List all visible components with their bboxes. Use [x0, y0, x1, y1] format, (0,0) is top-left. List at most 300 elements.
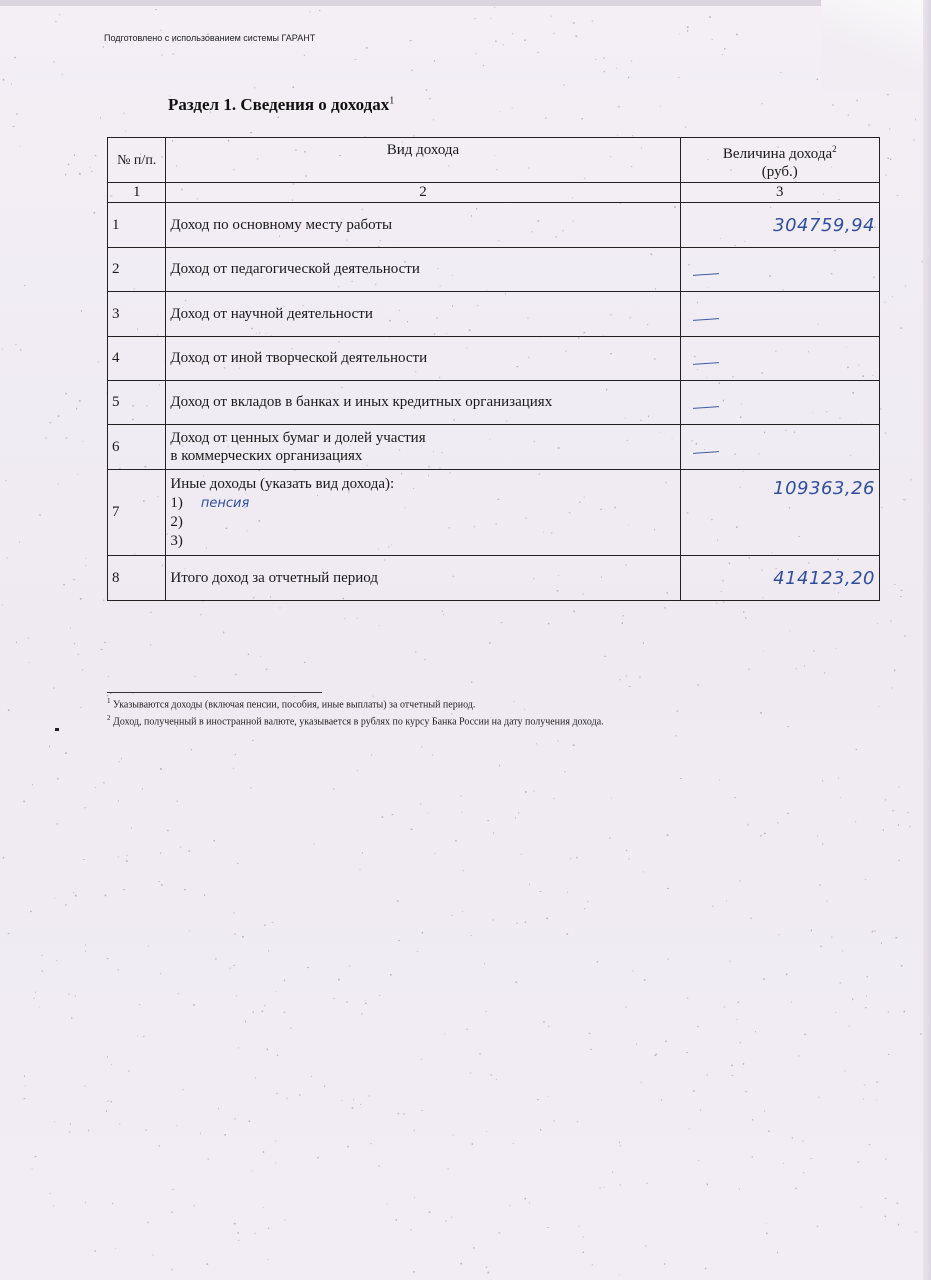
- scan-speck: [604, 656, 606, 657]
- scan-speck: [738, 1002, 739, 1003]
- table-index-row: [108, 183, 880, 203]
- scan-speck: [636, 1044, 637, 1045]
- scan-speck: [68, 994, 69, 995]
- scan-speck: [540, 891, 542, 892]
- scan-speck: [660, 106, 661, 107]
- scan-speck: [86, 558, 87, 559]
- scan-speck: [543, 1021, 544, 1023]
- scan-speck: [111, 1064, 112, 1065]
- scan-speck: [518, 812, 519, 813]
- scan-speck: [65, 393, 67, 395]
- scan-speck: [616, 68, 617, 69]
- scan-speck: [444, 1034, 445, 1035]
- scan-speck: [426, 89, 427, 90]
- scan-speck: [626, 850, 627, 851]
- scan-speck: [857, 100, 858, 102]
- scan-speck: [34, 998, 35, 999]
- scan-speck: [397, 900, 398, 902]
- scan-speck: [275, 1163, 276, 1164]
- table-row: [108, 381, 880, 425]
- scan-speck: [625, 1007, 626, 1008]
- scan-speck: [103, 600, 105, 601]
- scan-speck: [53, 688, 55, 689]
- scan-speck: [852, 998, 853, 1000]
- income-table: [107, 137, 880, 601]
- index-cell: 3: [680, 183, 879, 203]
- scan-speck: [876, 1100, 877, 1101]
- scan-speck: [236, 996, 238, 997]
- scan-speck: [899, 787, 900, 789]
- scan-speck: [80, 598, 82, 600]
- handwritten-dash: [693, 451, 719, 454]
- scan-speck: [255, 1233, 256, 1234]
- scan-speck: [881, 408, 882, 410]
- scan-speck: [264, 925, 266, 926]
- scan-speck: [811, 930, 812, 932]
- scan-speck: [6, 558, 8, 559]
- scan-speck: [897, 1203, 899, 1204]
- other-item-handwritten: пенсия: [200, 495, 250, 511]
- scan-speck: [914, 139, 915, 141]
- scan-speck: [100, 117, 101, 119]
- scan-speck: [98, 362, 100, 363]
- scan-speck: [279, 608, 280, 609]
- scan-speck: [160, 853, 161, 854]
- footnote-rule: [107, 692, 322, 693]
- scan-speck: [449, 2, 451, 3]
- scan-speck: [14, 57, 16, 58]
- scan-speck: [55, 21, 57, 22]
- scan-speck: [238, 1047, 239, 1048]
- section-title-footnote-mark: 1: [389, 95, 395, 107]
- scan-speck: [284, 1220, 286, 1221]
- scan-speck: [263, 1151, 264, 1153]
- scan-speck: [707, 1184, 708, 1186]
- scan-speck: [817, 835, 818, 836]
- scan-speck: [233, 913, 235, 914]
- scan-speck: [191, 749, 192, 750]
- scan-speck: [234, 1223, 236, 1225]
- scan-speck: [91, 171, 92, 172]
- scan-speck: [19, 542, 20, 543]
- row-value-dash: [680, 381, 879, 425]
- scan-speck: [95, 155, 97, 156]
- scan-speck: [766, 1233, 768, 1235]
- scan-speck: [245, 1021, 246, 1023]
- scan-speck: [379, 625, 380, 626]
- scan-speck: [911, 479, 912, 481]
- handwritten-dash: [693, 273, 719, 276]
- scan-speck: [524, 709, 525, 710]
- scan-speck: [466, 1029, 468, 1030]
- scan-speck: [901, 327, 902, 329]
- scan-speck: [579, 1226, 580, 1227]
- scan-speck: [50, 1193, 51, 1194]
- scan-speck: [85, 807, 86, 808]
- scan-speck: [746, 1091, 747, 1092]
- scan-speck: [724, 1007, 726, 1008]
- scan-speck: [68, 164, 69, 165]
- scan-speck: [235, 934, 236, 936]
- scan-speck: [576, 857, 577, 859]
- scan-speck: [237, 863, 238, 864]
- scan-speck: [513, 701, 514, 702]
- scan-speck: [885, 1158, 886, 1159]
- scan-speck: [171, 1212, 173, 1213]
- scan-speck: [159, 1145, 160, 1147]
- scan-speck: [581, 118, 583, 119]
- scan-speck: [827, 901, 828, 903]
- scan-speck: [63, 584, 65, 585]
- scan-speck: [486, 1267, 487, 1268]
- scan-speck: [618, 106, 619, 108]
- scan-speck: [629, 858, 630, 860]
- scan-speck: [611, 798, 612, 799]
- scan-speck: [883, 829, 884, 830]
- scan-speck: [483, 65, 484, 66]
- scan-speck: [750, 918, 751, 919]
- scan-speck: [677, 711, 679, 712]
- scan-speck: [779, 934, 780, 935]
- scan-speck: [685, 127, 686, 128]
- scan-speck: [333, 789, 335, 790]
- scan-speck: [716, 603, 718, 604]
- scan-speck: [881, 942, 882, 944]
- scan-speck: [629, 686, 631, 687]
- scan-speck: [499, 111, 500, 112]
- scan-speck: [49, 746, 50, 748]
- scan-speck: [267, 1259, 268, 1260]
- section-title-text: Раздел 1. Сведения о доходах: [168, 95, 390, 114]
- scan-speck: [118, 800, 119, 801]
- scan-speck: [524, 1198, 526, 1200]
- scan-speck: [291, 1028, 292, 1030]
- row-value-handwritten: 109363,26: [680, 470, 879, 556]
- scan-speck: [260, 656, 261, 657]
- scan-speck: [448, 1168, 449, 1169]
- scan-speck: [155, 9, 157, 10]
- scan-speck: [787, 813, 789, 814]
- scan-speck: [819, 885, 820, 886]
- scan-speck: [595, 59, 597, 60]
- scan-speck: [95, 787, 96, 788]
- header-amount-footnote-mark: 2: [832, 143, 837, 154]
- scan-speck: [861, 1207, 862, 1208]
- scan-speck: [178, 993, 179, 994]
- scan-speck: [554, 1120, 555, 1121]
- scan-speck: [277, 117, 278, 118]
- scan-speck: [54, 4, 55, 5]
- scan-speck: [435, 853, 436, 854]
- scan-speck: [577, 1121, 578, 1122]
- scan-speck: [452, 915, 453, 916]
- scan-speck: [313, 844, 314, 845]
- scan-speck: [768, 1130, 770, 1132]
- scan-speck: [24, 1098, 26, 1099]
- scan-speck: [338, 979, 340, 981]
- scan-speck: [494, 7, 496, 8]
- table-row: [108, 203, 880, 248]
- scan-speck: [879, 706, 880, 707]
- scan-speck: [888, 1054, 889, 1055]
- scan-speck: [11, 83, 12, 84]
- table-row: [108, 248, 880, 292]
- scan-speck: [284, 1012, 286, 1013]
- scan-speck: [495, 40, 496, 42]
- scan-speck: [489, 642, 490, 644]
- scan-speck: [486, 1131, 487, 1132]
- scan-speck: [869, 1144, 870, 1145]
- table-row: [108, 425, 880, 470]
- scan-speck: [13, 126, 15, 127]
- scan-speck: [858, 1162, 859, 1163]
- scan-speck: [275, 991, 276, 992]
- scan-speck: [317, 1157, 319, 1159]
- scan-speck: [153, 1254, 154, 1255]
- scan-speck: [487, 820, 489, 821]
- scan-speck: [885, 1198, 886, 1199]
- scan-speck: [587, 901, 588, 902]
- scan-speck: [235, 674, 236, 675]
- scan-speck: [503, 44, 504, 45]
- scan-speck: [410, 1230, 412, 1231]
- scan-speck: [485, 1011, 486, 1012]
- scan-speck: [29, 662, 30, 663]
- scan-speck: [667, 834, 669, 836]
- scan-speck: [250, 787, 251, 788]
- scan-speck: [678, 77, 680, 78]
- footnote-2: [107, 714, 604, 727]
- scan-speck: [208, 1159, 210, 1160]
- scan-speck: [362, 852, 363, 854]
- scan-speck: [903, 499, 905, 500]
- header-amount-unit: (руб.): [761, 163, 798, 180]
- scan-speck: [253, 1011, 254, 1013]
- scan-speck: [3, 857, 4, 859]
- scan-speck: [131, 827, 132, 828]
- footnote-2-mark: 2: [107, 714, 111, 722]
- scan-speck: [705, 1268, 707, 1270]
- scan-speck: [679, 34, 680, 35]
- scan-speck: [90, 167, 91, 168]
- scan-speck: [563, 85, 565, 86]
- scan-speck: [761, 103, 763, 104]
- scan-speck: [59, 14, 60, 15]
- scan-speck: [712, 906, 713, 907]
- scan-speck: [547, 1096, 548, 1097]
- scan-speck: [8, 933, 10, 934]
- scan-speck: [78, 474, 79, 475]
- scan-speck: [822, 843, 823, 844]
- scan-speck: [54, 1121, 55, 1122]
- scan-speck: [403, 1114, 405, 1115]
- scan-speck: [8, 709, 10, 711]
- scan-speck: [421, 1059, 422, 1060]
- scan-speck: [387, 1204, 388, 1205]
- row-label: [166, 470, 680, 556]
- scan-speck: [276, 1093, 277, 1094]
- scan-speck: [566, 933, 568, 935]
- scan-speck: [233, 768, 234, 769]
- scan-speck: [803, 1172, 804, 1173]
- scan-speck: [111, 1101, 112, 1103]
- scan-speck: [835, 1012, 836, 1013]
- scan-speck: [904, 636, 906, 637]
- scan-speck: [831, 937, 832, 938]
- scan-speck: [920, 1033, 921, 1035]
- scan-speck: [242, 936, 244, 938]
- scan-speck: [545, 118, 546, 119]
- scan-speck: [499, 765, 500, 767]
- scan-speck: [398, 1113, 400, 1114]
- scan-speck: [80, 707, 81, 708]
- scan-speck: [603, 58, 605, 59]
- scan-speck: [764, 1110, 765, 1111]
- scan-speck: [719, 780, 720, 781]
- scan-speck: [254, 87, 255, 89]
- scan-speck: [304, 662, 306, 663]
- scan-speck: [885, 1216, 886, 1217]
- other-item: 2): [170, 513, 183, 530]
- scan-speck: [41, 955, 43, 956]
- scan-speck: [612, 1172, 613, 1173]
- scan-speck: [664, 607, 666, 608]
- scan-speck: [139, 1004, 141, 1005]
- scan-speck: [892, 810, 893, 812]
- scan-speck: [892, 296, 893, 297]
- row-num: 1: [108, 203, 166, 248]
- scan-speck: [123, 113, 124, 114]
- row-label: Доход от иной творческой деятельности: [166, 337, 680, 381]
- scan-speck: [2, 349, 3, 350]
- scan-speck: [39, 1007, 40, 1008]
- scan-speck: [680, 778, 682, 779]
- scan-speck: [864, 1085, 866, 1086]
- scan-speck: [107, 958, 109, 959]
- scan-speck: [732, 1075, 733, 1076]
- scan-speck: [583, 1236, 584, 1237]
- scan-speck: [54, 898, 55, 899]
- scan-speck: [537, 52, 539, 53]
- scan-speck: [777, 822, 778, 823]
- scan-speck: [849, 1026, 850, 1027]
- scan-speck: [392, 814, 394, 815]
- scan-speck: [35, 1156, 37, 1157]
- scan-speck: [125, 131, 126, 132]
- scan-speck: [200, 614, 201, 616]
- scan-speck: [484, 963, 485, 964]
- scan-speck: [570, 858, 571, 859]
- scan-speck: [25, 1086, 26, 1087]
- scan-speck: [255, 1078, 256, 1079]
- scan-speck: [496, 1079, 497, 1080]
- scan-speck: [796, 668, 797, 669]
- scan-speck: [193, 1004, 195, 1006]
- scan-speck: [667, 888, 669, 889]
- scan-speck: [460, 1263, 462, 1265]
- scan-speck: [915, 119, 916, 121]
- scan-speck: [442, 610, 443, 612]
- scan-speck: [252, 740, 253, 741]
- scan-speck: [42, 970, 43, 972]
- scan-speck: [173, 53, 174, 55]
- scan-speck: [277, 1055, 278, 1057]
- scan-speck: [804, 665, 805, 666]
- scan-speck: [238, 1232, 239, 1234]
- scan-speck: [357, 770, 358, 771]
- row-value-handwritten: 304759,94: [680, 203, 879, 248]
- scan-speck: [462, 911, 463, 912]
- scan-speck: [20, 349, 21, 351]
- scan-speck: [434, 60, 435, 62]
- scan-speck: [868, 124, 869, 125]
- handwritten-dash: [693, 318, 719, 321]
- scan-speck: [707, 1074, 708, 1076]
- scan-speck: [366, 47, 367, 49]
- scan-speck: [760, 712, 762, 714]
- scan-speck: [755, 1031, 756, 1032]
- scan-speck: [344, 618, 345, 619]
- scan-speck: [866, 995, 867, 996]
- scan-speck: [267, 1049, 269, 1051]
- scan-speck: [463, 870, 464, 871]
- scan-speck: [548, 623, 549, 624]
- scan-speck: [745, 617, 746, 619]
- scan-speck: [234, 1119, 236, 1120]
- scan-speck: [433, 119, 434, 120]
- scan-speck: [915, 1232, 917, 1233]
- scan-speck: [461, 812, 462, 813]
- scan-speck: [558, 741, 559, 742]
- scan-speck: [792, 1137, 793, 1139]
- header-amount-label: Величина дохода: [722, 145, 833, 162]
- footnote-1: [107, 697, 475, 710]
- scan-speck: [709, 16, 711, 18]
- scan-speck: [554, 798, 555, 799]
- table-header-row: [108, 138, 880, 183]
- scan-speck: [115, 1248, 116, 1249]
- scan-speck: [112, 1203, 113, 1204]
- footnote-1-mark: 1: [107, 697, 111, 705]
- scan-speck: [668, 958, 669, 959]
- scan-speck: [145, 1130, 147, 1131]
- scan-speck: [840, 797, 841, 798]
- row-num: 4: [108, 337, 166, 381]
- scan-speck: [158, 881, 160, 882]
- scan-speck: [573, 744, 575, 746]
- row-num: 3: [108, 292, 166, 337]
- scan-speck: [817, 79, 819, 81]
- scan-speck: [422, 932, 423, 934]
- scan-speck: [524, 40, 526, 41]
- scan-speck: [360, 869, 361, 870]
- scan-speck: [537, 1099, 539, 1100]
- scan-speck: [347, 1146, 349, 1148]
- scan-speck: [83, 859, 85, 860]
- scan-speck: [189, 850, 190, 852]
- scan-speck: [898, 860, 899, 861]
- scan-speck: [675, 735, 677, 736]
- row-label-line: в коммерческих организациях: [170, 448, 363, 464]
- scan-speck: [107, 1056, 108, 1058]
- scan-speck: [421, 1110, 423, 1111]
- scan-speck: [69, 1132, 71, 1133]
- scan-speck: [74, 579, 75, 580]
- other-label: Иные доходы (указать вид дохода):: [170, 475, 395, 492]
- scan-speck: [600, 1187, 601, 1188]
- scan-speck: [525, 791, 527, 793]
- scan-speck: [620, 1145, 621, 1146]
